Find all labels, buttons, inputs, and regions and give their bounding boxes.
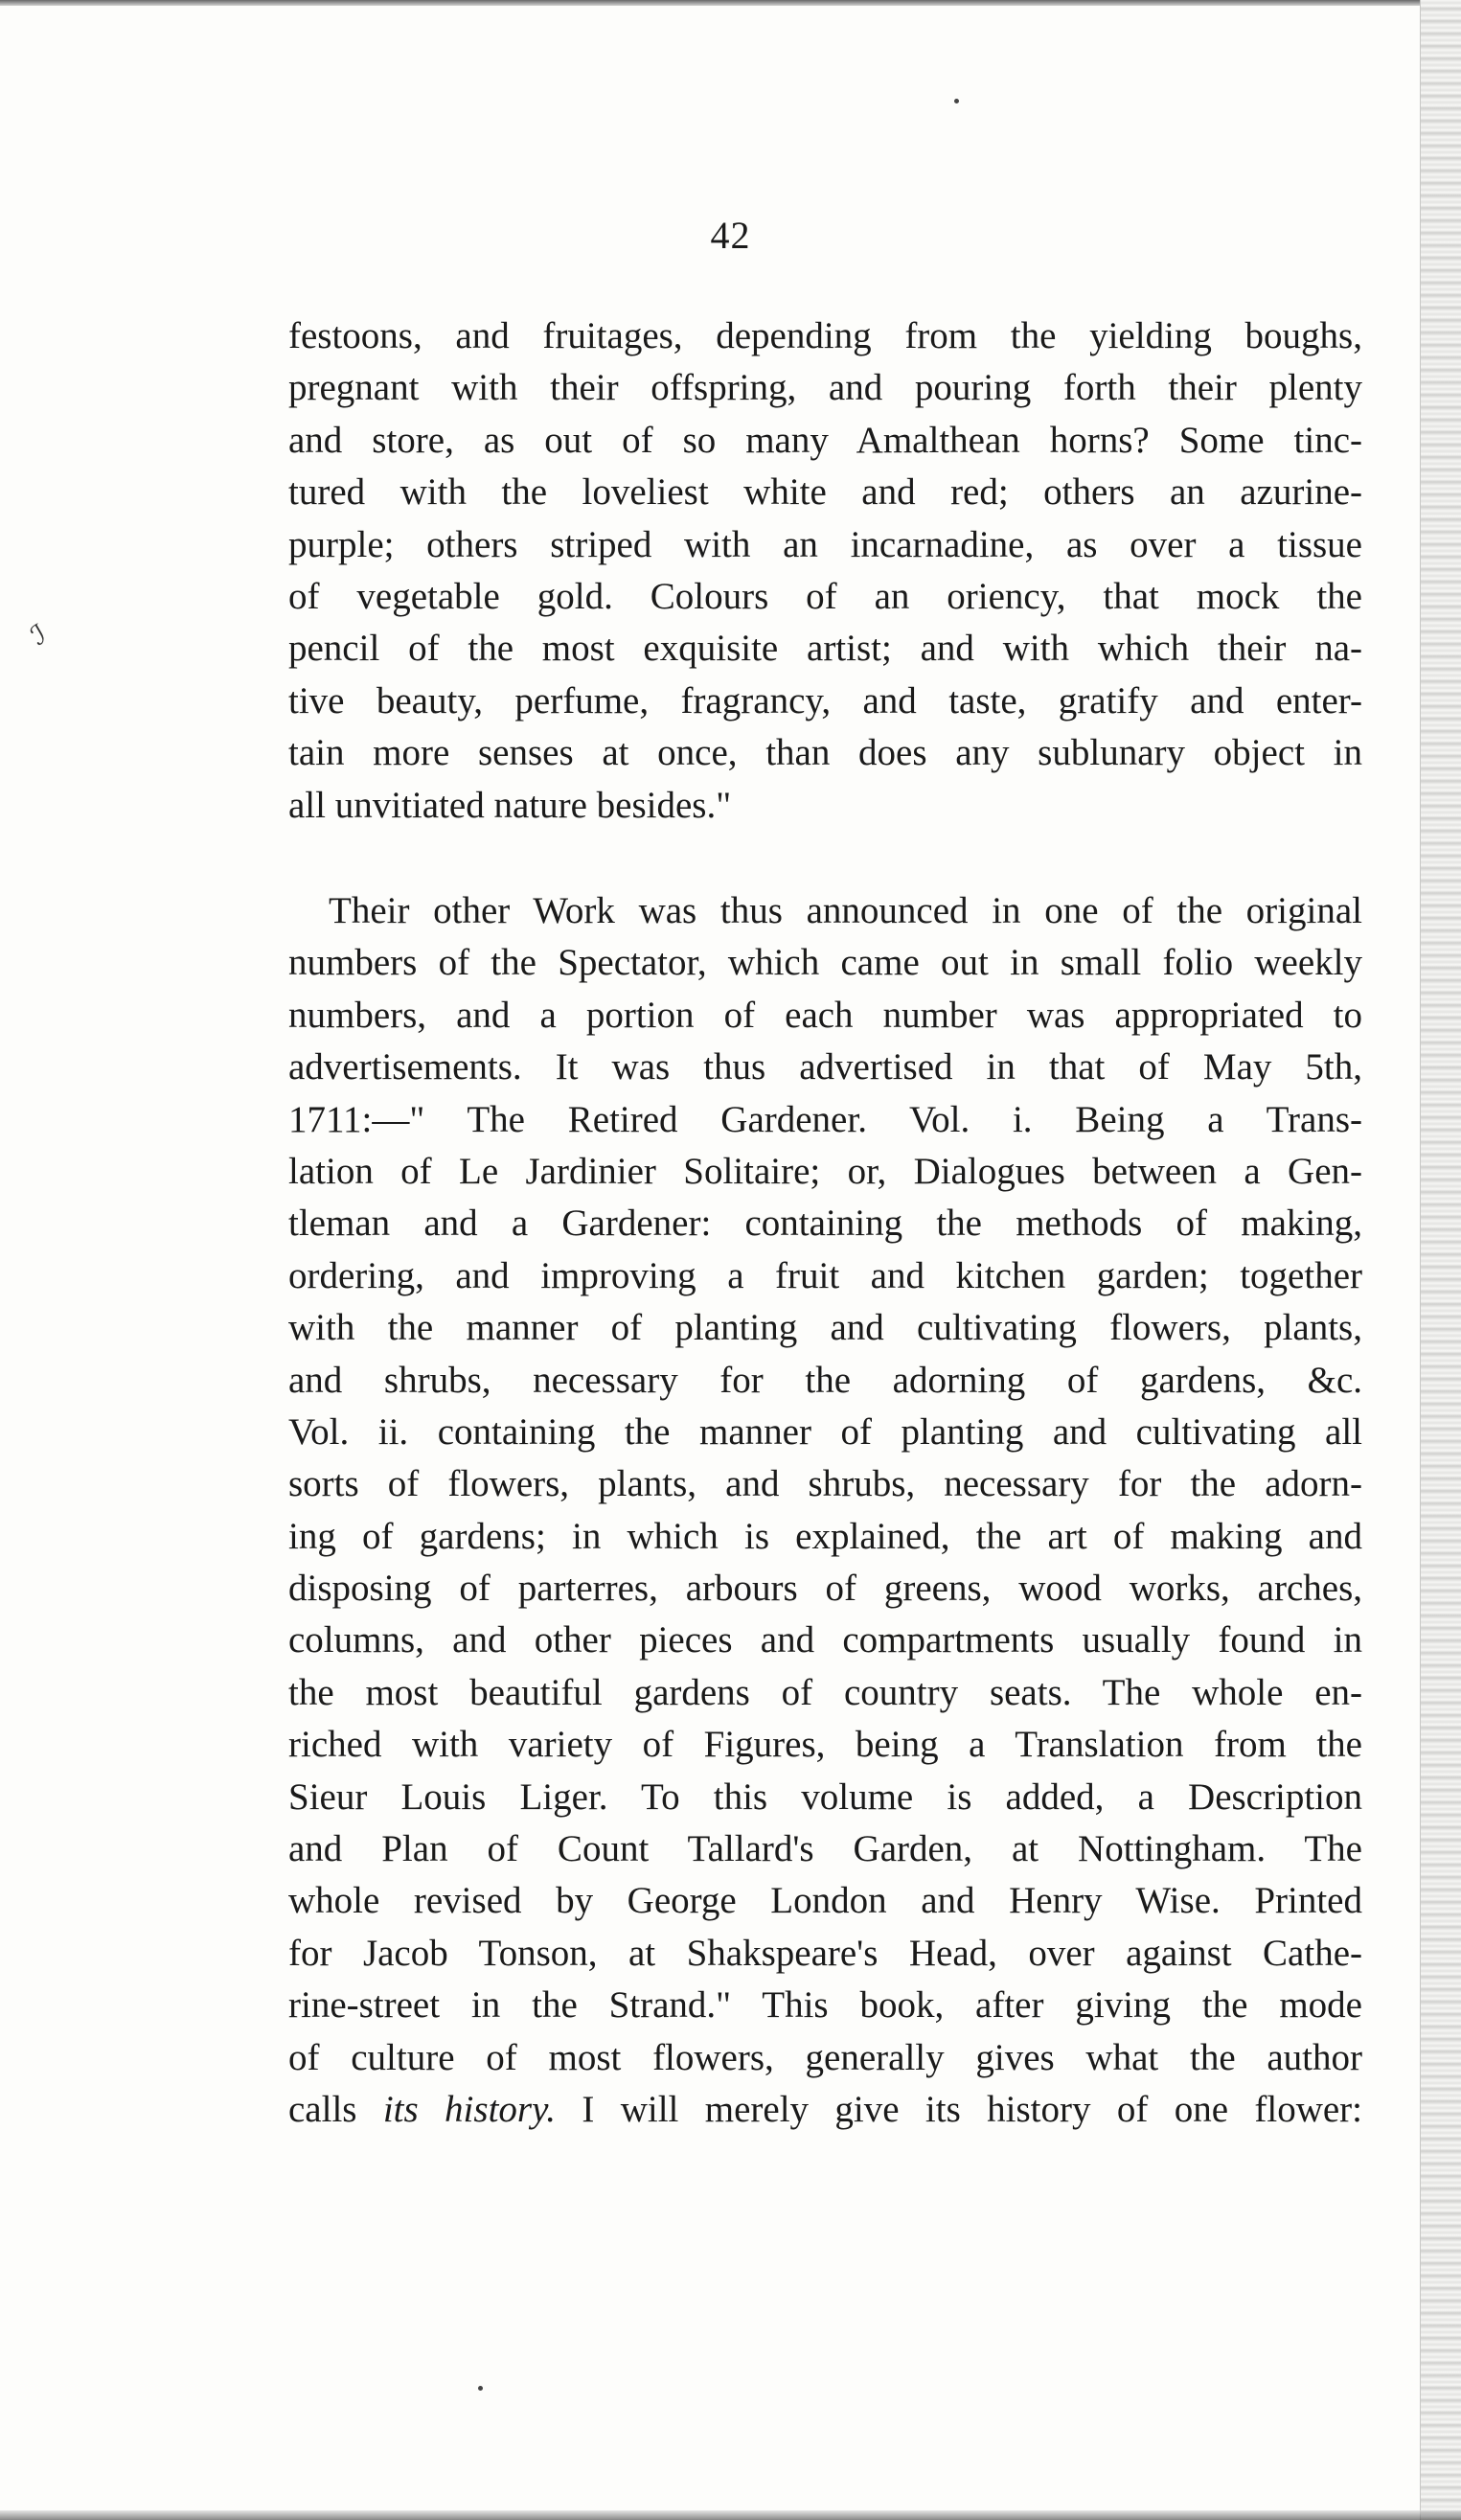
text-line: numbers of the Spectator, which came out in small folio weekly (288, 942, 1362, 984)
text-line: for Jacob Tonson, at Shakspeare's Head, over against Cathe- (288, 1932, 1362, 1974)
text-line: tleman and a Gardener: containing the methods of making, (288, 1203, 1362, 1245)
text-line: disposing of parterres, arbours of greens, wood works, arches, (288, 1568, 1362, 1610)
text-line: Their other Work was thus announced in one of the original (329, 890, 1362, 931)
text-line: pencil of the most exquisite artist; and with which their na- (288, 628, 1362, 670)
page-right-edge (1420, 0, 1461, 2520)
paragraph-1 (288, 310, 1362, 832)
text-line-last (288, 2084, 1362, 2136)
text-line: whole revised by George London and Henry Wise. Printed (288, 1880, 1362, 1922)
text-line: with the manner of planting and cultivating flowers, plants, (288, 1307, 1362, 1349)
text-line: of culture of most flowers, generally gives what the author (288, 2036, 1362, 2078)
stray-ink-mark: ℐ (26, 619, 53, 653)
text-line: and shrubs, necessary for the adorning of gardens, &c. (288, 1359, 1362, 1401)
page-bottom-edge (0, 2510, 1461, 2520)
text-line: rine-street in the Strand." This book, after giving the mode (288, 1984, 1362, 2027)
italic-title: its history. (382, 2088, 556, 2130)
text-line: purple; others striped with an incarnadine, as over a tissue (288, 523, 1362, 565)
text-line: pregnant with their offspring, and pouring forth their plenty (288, 367, 1362, 409)
speck-mark (954, 99, 959, 103)
text-line: the most beautiful gardens of country seats. The whole en- (288, 1671, 1362, 1713)
page-number: 42 (710, 214, 751, 257)
text-line: riched with variety of Figures, being a Translation from the (288, 1724, 1362, 1766)
text-line: festoons, and fruitages, depending from the yielding boughs, (288, 315, 1362, 356)
text-line: ordering, and improving a fruit and kitchen garden; together (288, 1254, 1362, 1296)
text-line: advertisements. It was thus advertised in that of May 5th, (288, 1046, 1362, 1088)
text-line: all unvitiated nature besides." (288, 784, 732, 826)
text-line: columns, and other pieces and compartments usually found in (288, 1619, 1362, 1661)
text-line: of vegetable gold. Colours of an oriency, that mock the (288, 575, 1362, 617)
text-line: tured with the loveliest white and red; others an azurine- (288, 471, 1362, 514)
page-top-edge (0, 0, 1461, 6)
text-line: 1711:—" The Retired Gardener. Vol. i. Being a Trans- (288, 1098, 1362, 1140)
text-line: ing of gardens; in which is explained, the art of making and (288, 1515, 1362, 1557)
text-fragment: calls (288, 2088, 383, 2130)
speck-mark (478, 2386, 483, 2391)
text-line: Sieur Louis Liger. To this volume is added, a Description (288, 1775, 1362, 1818)
text-line: sorts of flowers, plants, and shrubs, necessary for the adorn- (288, 1463, 1362, 1505)
text-line: tain more senses at once, than does any sublunary object in (288, 732, 1362, 774)
text-line: and store, as out of so many Amalthean horns? Some tinc- (288, 419, 1362, 461)
text-fragment: I will merely give its history of one flower: (556, 2088, 1362, 2130)
text-line: Vol. ii. containing the manner of planting and cultivating all (288, 1410, 1362, 1453)
text-line: numbers, and a portion of each number was appropriated to (288, 994, 1362, 1036)
text-line: and Plan of Count Tallard's Garden, at Nottingham. The (288, 1828, 1362, 1870)
text-line: tive beauty, perfume, fragrancy, and taste, gratify and enter- (288, 679, 1362, 722)
text-line: lation of Le Jardinier Solitaire; or, Dialogues between a Gen- (288, 1150, 1362, 1192)
paragraph-2 (288, 885, 1362, 2136)
